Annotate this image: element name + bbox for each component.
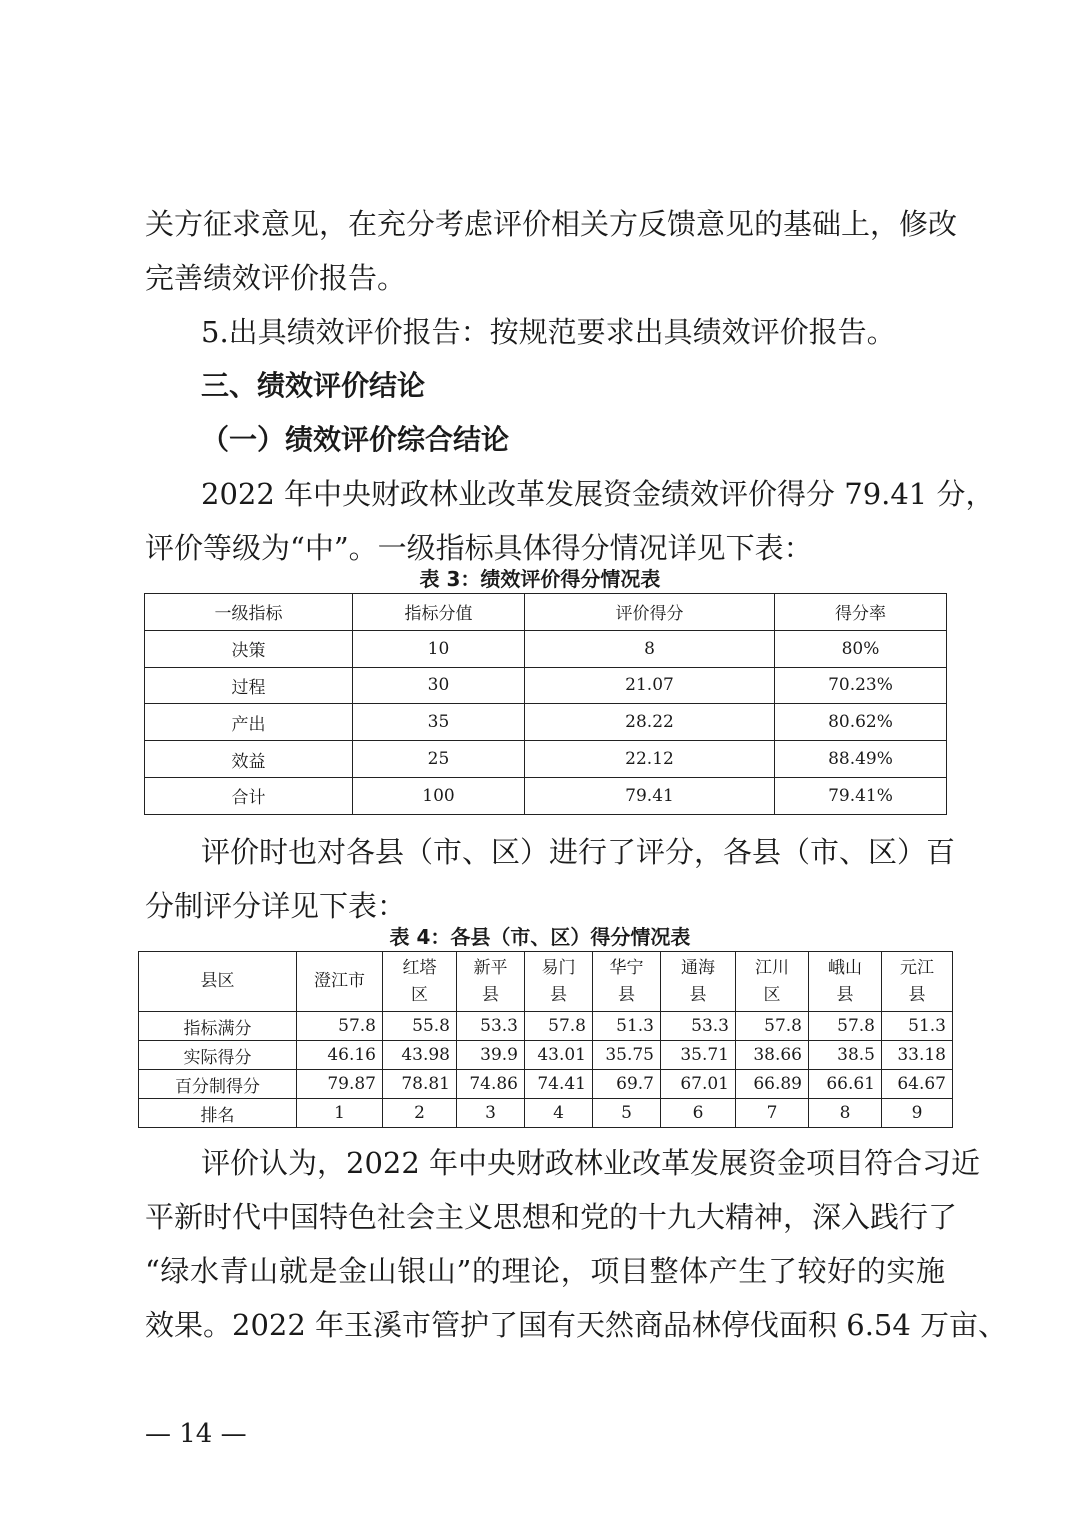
table4-header-text: 易门 [541,957,576,978]
table4-cell: 4 [525,1099,593,1128]
table4-header-text: 澄江市 [314,971,365,991]
table3-cell: 效益 [145,741,353,778]
table4-cell: 35.71 [661,1041,736,1070]
paragraph-line: “绿水青山就是金山银山”的理论，项目整体产生了较好的实施 [145,1254,945,1288]
table3-row [145,704,947,741]
table4-cell: 51.3 [593,1012,661,1041]
table4-header-text: 县 [908,984,926,1005]
table4-row [139,1070,953,1099]
table3 [144,593,947,815]
paragraph-line: 5.出具绩效评价报告：按规范要求出具绩效评价报告。 [201,315,896,349]
table4-row [139,1099,953,1128]
paragraph-line: 平新时代中国特色社会主义思想和党的十九大精神，深入践行了 [145,1200,958,1234]
table3-cell: 79.41% [775,777,947,814]
section-heading: 三、绩效评价结论 [201,369,426,402]
table4-cell: 43.01 [525,1041,593,1070]
table4-cell: 55.8 [383,1012,457,1041]
table4-header-text: 区 [763,984,781,1005]
table4-header-cell [383,952,457,1012]
table4-cell: 69.7 [593,1070,661,1099]
table3-caption: 表 3：绩效评价得分情况表 [419,567,661,591]
table4-cell: 74.41 [525,1070,593,1099]
table4-caption: 表 4：各县（市、区）得分情况表 [389,925,691,949]
table4-cell: 51.3 [882,1012,953,1041]
table4-header-text: 县 [550,984,567,1005]
table4-header-text: 县 [689,984,707,1005]
table4-cell: 53.3 [457,1012,525,1041]
table4-cell: 78.81 [383,1070,457,1099]
paragraph-line: 分制评分详见下表： [145,889,407,923]
table4-cell: 74.86 [457,1070,525,1099]
table4-header-text: 新平 [473,957,508,978]
table4-cell: 43.98 [383,1041,457,1070]
table4-header-cell [139,952,297,1012]
table4-cell: 5 [593,1099,661,1128]
table3-row [145,630,947,667]
paragraph-line: 评价等级为“中”。一级指标具体得分情况详见下表： [145,531,813,565]
table3-cell: 35 [353,704,525,741]
table4-cell: 7 [736,1099,809,1128]
table3-cell: 80.62% [775,704,947,741]
table4-header-cell [297,952,383,1012]
table4-cell: 39.9 [457,1041,525,1070]
table3-row [145,741,947,778]
table4-header-text: 华宁 [609,957,644,978]
table4-header-cell [882,952,953,1012]
page-number: — 14 — [145,1419,247,1449]
table3-header-cell: 指标分值 [353,594,525,631]
table3-cell: 28.22 [525,704,775,741]
paragraph-line: 完善绩效评价报告。 [145,261,407,295]
table4-cell: 79.87 [297,1070,383,1099]
table4-cell: 3 [457,1099,525,1128]
table4-cell: 1 [297,1099,383,1128]
table4-cell: 66.89 [736,1070,809,1099]
table4-cell: 8 [809,1099,882,1128]
table4-row-label: 指标满分 [139,1012,297,1041]
table4-cell: 67.01 [661,1070,736,1099]
paragraph-line: 效果。2022 年玉溪市管护了国有天然商品林停伐面积 6.54 万亩、 [145,1308,1008,1342]
table4-row [139,1012,953,1041]
table4-header-cell [593,952,661,1012]
table3-row [145,667,947,704]
table4-cell: 9 [882,1099,953,1128]
table3-cell: 80% [775,630,947,667]
subsection-heading: （一）绩效评价综合结论 [201,423,510,456]
table4-header-text: 江川 [755,957,789,978]
table4-cell: 66.61 [809,1070,882,1099]
table3-cell: 22.12 [525,741,775,778]
table4-header-cell [525,952,593,1012]
table3-header-cell: 得分率 [775,594,947,631]
table3-cell: 21.07 [525,667,775,704]
table4-cell: 57.8 [809,1012,882,1041]
paragraph-line: 2022 年中央财政林业改革发展资金绩效评价得分 79.41 分， [201,477,995,511]
table3-cell: 产出 [145,704,353,741]
table3-cell: 100 [353,777,525,814]
table4-row-label: 排名 [139,1099,297,1128]
table4-row-label: 百分制得分 [139,1070,297,1099]
table3-row [145,777,947,814]
table4-cell: 38.5 [809,1041,882,1070]
paragraph-line: 评价时也对各县（市、区）进行了评分，各县（市、区）百 [201,835,956,869]
table4-cell: 2 [383,1099,457,1128]
table3-cell: 70.23% [775,667,947,704]
table4-header-text: 县区 [200,971,235,991]
table4-header-row [139,952,953,1012]
table4-header-text: 峨山 [828,957,862,978]
table4-cell: 38.66 [736,1041,809,1070]
table4-cell: 64.67 [882,1070,953,1099]
table3-header-cell: 一级指标 [145,594,353,631]
table4-cell: 57.8 [736,1012,809,1041]
table3-cell: 决策 [145,630,353,667]
table4-header-text: 县 [482,984,499,1005]
table3-cell: 30 [353,667,525,704]
table3-cell: 8 [525,630,775,667]
table4-header-cell [457,952,525,1012]
table4-row-label: 实际得分 [139,1041,297,1070]
paragraph-line: 评价认为，2022 年中央财政林业改革发展资金项目符合习近 [201,1146,981,1180]
table4 [138,951,953,1128]
table4-header-text: 红塔 [402,957,437,978]
table4-cell: 53.3 [661,1012,736,1041]
table3-cell: 合计 [145,777,353,814]
table4-row [139,1041,953,1070]
table4-header-text: 区 [411,984,428,1005]
table4-cell: 35.75 [593,1041,661,1070]
table4-header-text: 元江 [900,957,934,978]
table3-header-cell: 评价得分 [525,594,775,631]
table4-header-text: 县 [836,984,854,1005]
table3-header-row [145,594,947,631]
table3-cell: 10 [353,630,525,667]
table4-header-cell [661,952,736,1012]
table4-header-text: 县 [618,984,635,1005]
paragraph-line: 关方征求意见，在充分考虑评价相关方反馈意见的基础上，修改 [145,207,958,241]
table4-header-cell [736,952,809,1012]
table3-cell: 25 [353,741,525,778]
table4-cell: 46.16 [297,1041,383,1070]
table4-header-text: 通海 [681,957,715,978]
table4-cell: 57.8 [297,1012,383,1041]
table4-cell: 6 [661,1099,736,1128]
table3-cell: 过程 [145,667,353,704]
table4-cell: 57.8 [525,1012,593,1041]
table4-cell: 33.18 [882,1041,953,1070]
table3-cell: 79.41 [525,777,775,814]
table4-header-cell [809,952,882,1012]
table3-cell: 88.49% [775,741,947,778]
